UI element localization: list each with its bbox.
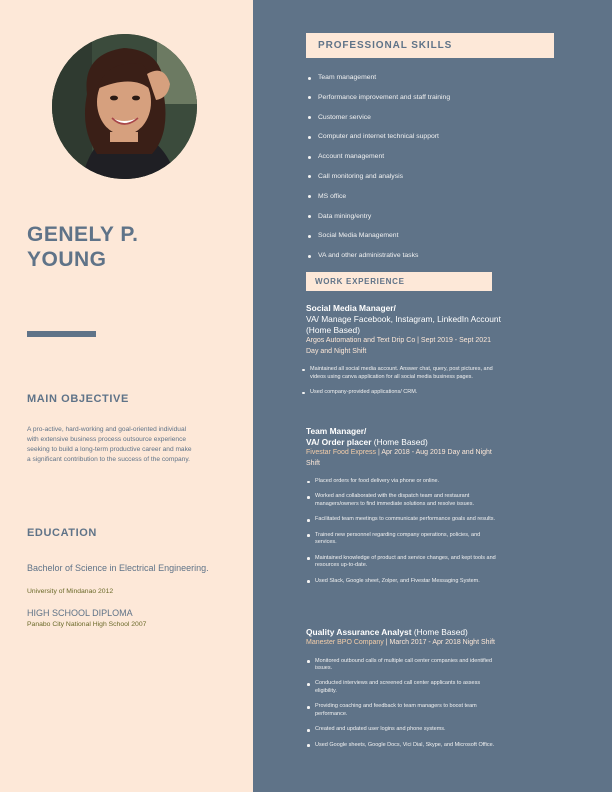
education-degree: HIGH SCHOOL DIPLOMA xyxy=(27,608,133,618)
job-title-line2 xyxy=(306,437,501,448)
job-company xyxy=(306,638,501,649)
job-bullet: Trained new personnel regarding company operations, policies, and services. xyxy=(306,532,501,547)
job-bullet: Worked and collaborated with the dispatch team and restaurant managers/owners to find immediate solutions and resolve issues. xyxy=(306,493,501,508)
job-dates: | March 2017 - Apr 2018 Night Shift xyxy=(383,639,495,646)
job-dates: | Apr 2018 - Aug 2019 Day and Night Shift xyxy=(306,449,492,467)
job-bullet: Providing coaching and feedback to team managers to boost team performance. xyxy=(306,703,501,718)
job-title-bold: Team Manager/ xyxy=(306,426,367,436)
name-line-2: YOUNG xyxy=(27,248,107,271)
job-entry xyxy=(306,426,501,593)
objective-text: A pro-active, hard-working and goal-oriented individual with extensive business process outsource experience seeking to build a long-term productive career and make a significant contribution to the success of the company. xyxy=(27,426,192,463)
job-title-bold: Quality Assurance Analyst xyxy=(306,627,412,637)
job-bullet: Conducted interviews and screened call center applicants to assess eligibility. xyxy=(306,680,501,695)
education-heading: EDUCATION xyxy=(27,527,97,539)
job-bullet: Used company-provided applications/ CRM. xyxy=(301,389,501,397)
skill-item: Team management xyxy=(306,72,556,92)
job-bullet: Facilitated team meetings to communicate performance goals and results. xyxy=(306,516,501,524)
skills-list xyxy=(306,72,556,270)
job-entry xyxy=(306,303,501,404)
job-title-rest: (Home Based) xyxy=(411,627,468,637)
job-title xyxy=(306,426,501,437)
skill-item: Computer and internet technical support xyxy=(306,131,556,151)
skill-item: Performance improvement and staff training xyxy=(306,92,556,112)
job-dates: | Sept 2019 - Sept 2021 Day and Night Shift xyxy=(306,337,491,355)
job-company xyxy=(306,336,501,357)
skill-item: Call monitoring and analysis xyxy=(306,171,556,191)
job-title xyxy=(306,627,501,638)
job-bullet: Maintained all social media account. Answer chat, query, post pictures, and videos using canva application for all social media business pages. xyxy=(301,366,501,381)
skill-item: VA and other administrative tasks xyxy=(306,250,556,270)
skill-item: Account management xyxy=(306,151,556,171)
profile-photo xyxy=(52,34,197,179)
job-bullet: Maintained knowledge of product and service changes, and kept tools and resources up-to-date. xyxy=(306,555,501,570)
skill-item: Social Media Management xyxy=(306,230,556,250)
job-bullet: Placed orders for food delivery via phone or online. xyxy=(306,478,501,486)
skill-item: Customer service xyxy=(306,112,556,132)
skill-item: MS office xyxy=(306,191,556,211)
name-divider xyxy=(27,331,96,337)
objective-heading: MAIN OBJECTIVE xyxy=(27,393,129,405)
company-name: Manester BPO Company xyxy=(306,639,384,646)
full-name xyxy=(27,222,237,272)
job-bullets xyxy=(306,478,501,585)
work-heading: WORK EXPERIENCE xyxy=(306,272,492,291)
education-degree: Bachelor of Science in Electrical Engineering. xyxy=(27,563,209,573)
name-line-1: GENELY P. xyxy=(27,223,139,246)
company-name: Argos Automation and Text Drip Co xyxy=(306,337,416,344)
job-bullet: Created and updated user logins and phone systems. xyxy=(306,726,501,734)
job-entry xyxy=(306,627,501,757)
job-company xyxy=(306,448,501,469)
skill-item: Data mining/entry xyxy=(306,211,556,231)
job-title xyxy=(306,303,501,314)
job-bullets xyxy=(301,366,501,397)
education-school: University of Mindanao 2012 xyxy=(27,588,114,595)
job-bullets xyxy=(306,658,501,750)
job-title-rest: VA/ Manage Facebook, Instagram, LinkedIn Account (Home Based) xyxy=(306,314,501,335)
job-bullet: Used Slack, Google sheet, Zolper, and Fivestar Messaging System. xyxy=(306,578,501,586)
job-title-bold: VA/ Order placer xyxy=(306,437,372,447)
company-name: Fivestar Food Express xyxy=(306,449,377,456)
skills-heading: PROFESSIONAL SKILLS xyxy=(306,33,554,58)
job-title-bold: Social Media Manager/ xyxy=(306,303,396,313)
job-title-rest: (Home Based) xyxy=(371,437,428,447)
job-bullet: Used Google sheets, Google Docs, Vici Dial, Skype, and Microsoft Office. xyxy=(306,742,501,750)
education-school: Panabo City National High School 2007 xyxy=(27,621,147,628)
job-bullet: Monitored outbound calls of multiple call center companies and identified issues. xyxy=(306,658,501,673)
